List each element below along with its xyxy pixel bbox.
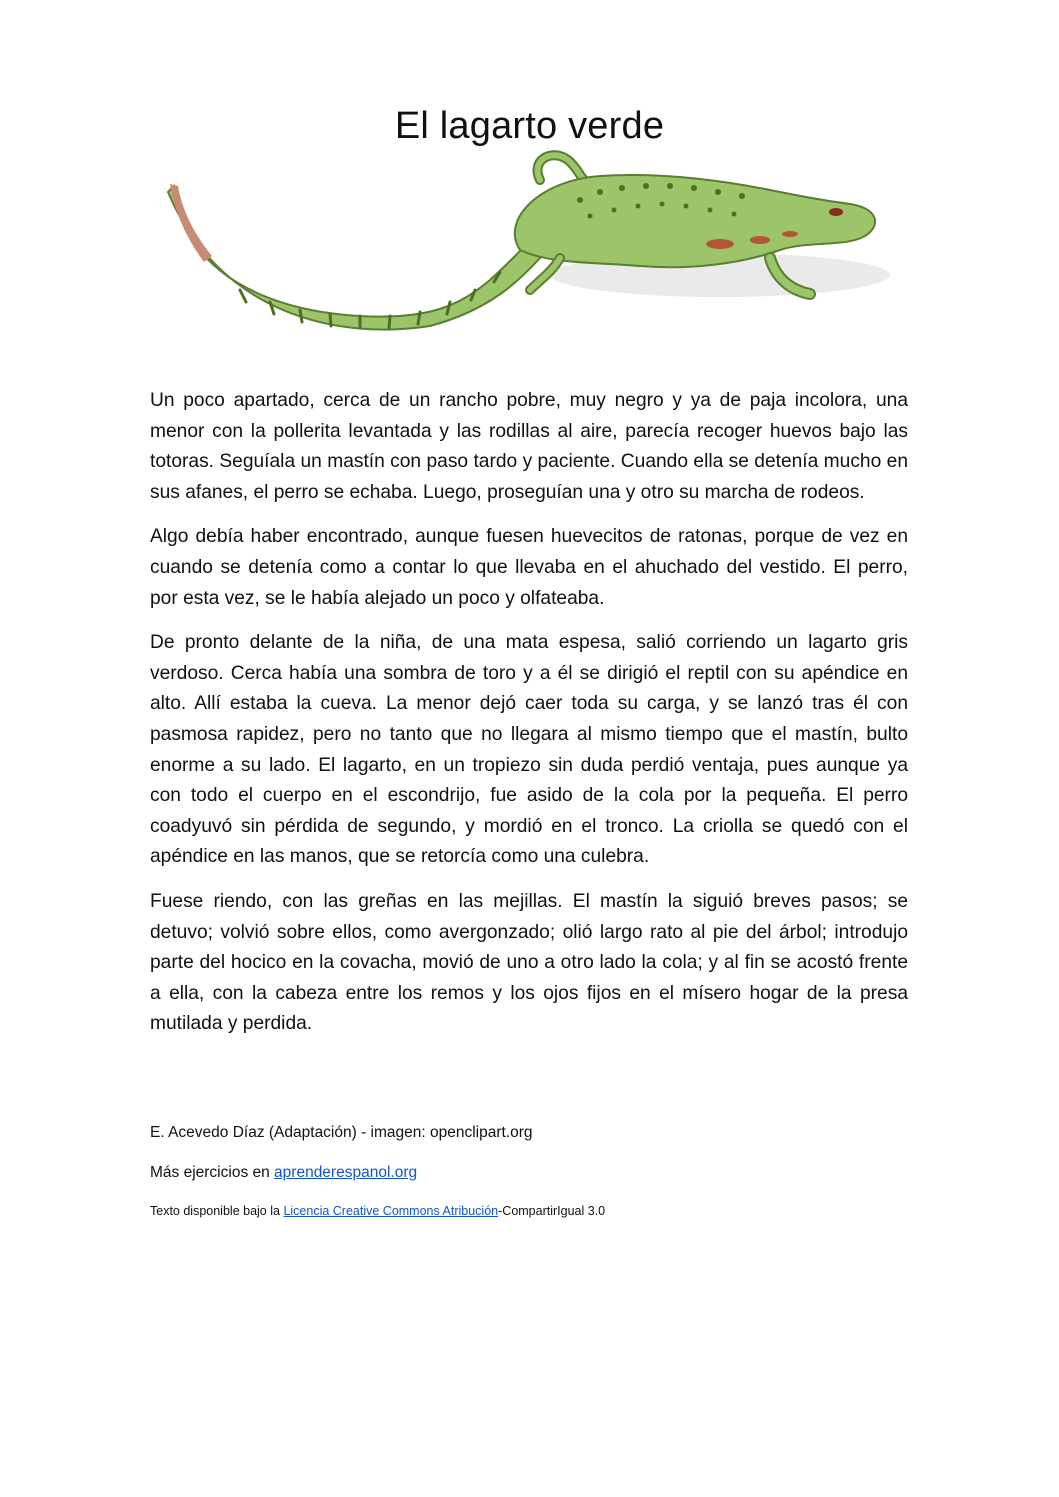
license-suffix: -CompartirIgual 3.0	[498, 1204, 606, 1218]
page-title: El lagarto verde	[394, 105, 665, 148]
more-exercises-line	[150, 1162, 910, 1184]
credits-block	[150, 1122, 910, 1220]
license-link[interactable]: Licencia Creative Commons Atribución	[283, 1204, 499, 1218]
more-exercises-label: Más ejercicios en	[150, 1164, 275, 1181]
paragraph-3: De pronto delante de la niña, de una mata espesa, salió corriendo un lagarto gris verdoso. Cerca había una sombra de toro y a él se dirigió el reptil con su apéndice en alto. Allí estaba la cueva. La menor dejó caer toda su carga, y se lanzó tras él con pasmosa rapidez, pero no tanto que no llegara al mismo tiempo que el mastín, bulto enorme a su lado. El lagarto, en un tropiezo sin duda perdió ventaja, pues aunque ya con todo el cuerpo en el escondrijo, fue asido de la cola por la pequeña. El perro coadyuvó sin pérdida de segundo, y mordió en el tronco. La criolla se quedó con el apéndice en las manos, que se retorcía como una culebra.	[150, 632, 908, 868]
paragraph-4: Fuese riendo, con las greñas en las mejillas. El mastín la siguió breves pasos; se detuvo; volvió sobre ellos, como avergonzado; olió largo rato al pie del árbol; introdujo parte del hocico en la covacha, movió de uno a otro lado la cola; y al fin se acostó frente a ella, con la cabeza entre los remos y los ojos fijos en el mísero hogar de la presa mutilada y perdida.	[150, 890, 908, 1035]
aprenderespanol-link[interactable]: aprenderespanol.org	[274, 1164, 418, 1181]
story-text	[150, 386, 908, 1054]
license-line	[150, 1202, 910, 1220]
paragraph-1: Un poco apartado, cerca de un rancho pobre, muy negro y ya de paja incolora, una menor con la pollerita levantada y las rodillas al aire, parecía recoger huevos bajo las totoras. Seguíala un mastín con paso tardo y paciente. Cuando ella se detenía mucho en sus afanes, el perro se echaba. Luego, proseguían una y otro su marcha de rodeos.	[150, 390, 908, 503]
license-prefix: Texto disponible bajo la	[150, 1204, 284, 1218]
lizard-illustration	[160, 140, 900, 340]
attribution-line: E. Acevedo Díaz (Adaptación) - imagen: openclipart.org	[150, 1124, 533, 1141]
paragraph-2: Algo debía haber encontrado, aunque fuesen huevecitos de ratonas, porque de vez en cuando se detenía como a contar lo que llevaba en el ahuchado del vestido. El perro, por esta vez, se le había alejado un poco y olfateaba.	[150, 526, 908, 609]
